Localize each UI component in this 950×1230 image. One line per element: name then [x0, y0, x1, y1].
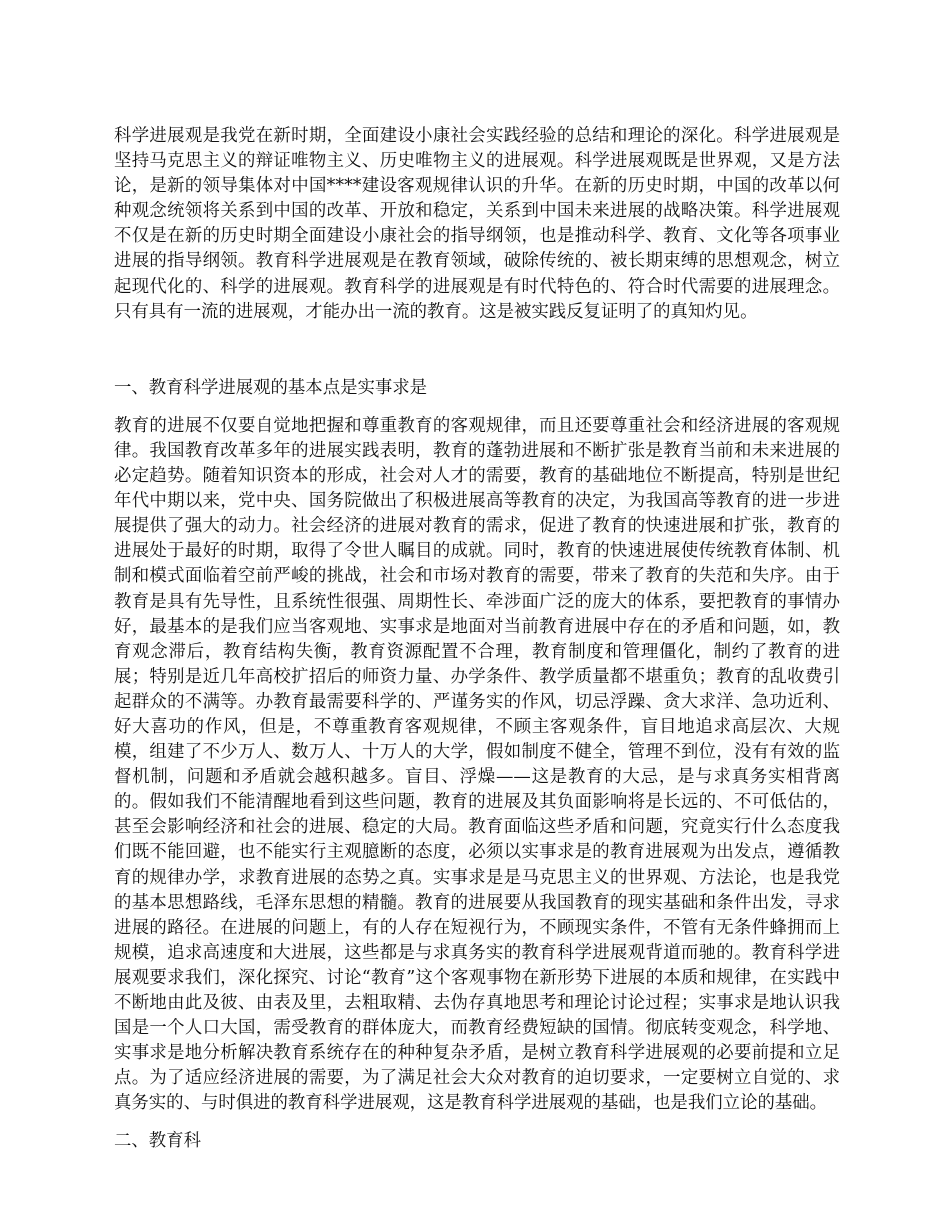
section-1-body: 教育的进展不仅要自觉地把握和尊重教育的客观规律，而且还要尊重社会和经济进展的客观规律。我国教育改革多年的进展实践表明，教育的蓬勃进展和不断扩张是教育当前和未来进展的必定趋势。随着知识资本的形成，社会对人才的需要，教育的基础地位不断提高，特别是世纪年代中期以来，党中央、国务院做出了积极进展高等教育的决定，为我国高等教育的进一步进展提供了强大的动力。社会经济的进展对教育的需求，促进了教育的快速进展和扩张，教育的进展处于最好的时期，取得了令世人瞩目的成就。同时，教育的快速进展使传统教育体制、机制和模式面临着空前严峻的挑战，社会和市场对教育的需要，带来了教育的失范和失序。由于教育是具有先导性，且系统性很强、周期性长、牵涉面广泛的庞大的体系，要把教育的事情办好，最基本的是我们应当客观地、实事求是地面对当前教育进展中存在的矛盾和问题，如，教育观念滞后，教育结构失衡，教育资源配置不合理，教育制度和管理僵化，制约了教育的进展；特别是近几年高校扩招后的师资力量、办学条件、教学质量都不堪重负；教育的乱收费引起群众的不满等。办教育最需要科学的、严谨务实的作风，切忌浮躁、贪大求洋、急功近利、好大喜功的作风，但是，不尊重教育客观规律，不顾主客观条件，盲目地追求高层次、大规模，组建了不少万人、数万人、十万人的大学，假如制度不健全，管理不到位，没有有效的监督机制，问题和矛盾就会越积越多。盲目、浮燥——这是教育的大忌，是与求真务实相背离的。假如我们不能清醒地看到这些问题，教育的进展及其负面影响将是长远的、不可低估的，甚至会影响经济和社会的进展、稳定的大局。教育面临这些矛盾和问题，究竟实行什么态度我们既不能回避，也不能实行主观臆断的态度，必须以实事求是的教育进展观为出发点，遵循教育的规律办学，求教育进展的态势之真。实事求是是马克思主义的世界观、方法论，也是我党的基本思想路线，毛泽东思想的精髓。教育的进展要从我国教育的现实基础和条件出发，寻求进展的路径。在进展的问题上，有的人存在短视行为，不顾现实条件，不管有无条件蜂拥而上规模，追求高速度和大进展，这些都是与求真务实的教育科学进展观背道而驰的。教育科学进展观要求我们，深化探究、讨论“教育”这个客观事物在新形势下进展的本质和规律，在实践中不断地由此及彼、由表及里，去粗取精、去伪存真地思考和理论讨论过程；实事求是地认识我国是一个人口大国，需受教育的群体庞大，而教育经费短缺的国情。彻底转变观念，科学地、实事求是地分析解决教育系统存在的种种复杂矛盾，是树立教育科学进展观的必要前提和立足点。为了适应经济进展的需要，为了满足社会大众对教育的迫切要求，一定要树立自觉的、求真务实的、与时俱进的教育科学进展观，这是教育科学进展观的基础，也是我们立论的基础。: [114, 415, 840, 1114]
paragraph-spacer: [114, 401, 840, 414]
section-1-heading: 一、教育科学进展观的基本点是实事求是: [114, 377, 428, 398]
section-2-heading: 二、教育科: [114, 1131, 201, 1152]
paragraph-spacer: [114, 325, 840, 376]
intro-paragraph: 科学进展观是我党在新时期，全面建设小康社会实践经验的总结和理论的深化。科学进展观是坚持马克思主义的辩证唯物主义、历史唯物主义的进展观。科学进展观既是世界观，又是方法论，是新的领导集体对中国****建设客观规律认识的升华。在新的历史时期，中国的改革以何种观念统领将关系到中国的改革、开放和稳定，关系到中国未来进展的战略决策。科学进展观不仅是在新的历史时期全面建设小康社会的指导纲领，也是推动科学、教育、文化等各项事业进展的指导纲领。教育科学进展观是在教育领域，破除传统的、被长期束缚的思想观念，树立起现代化的、科学的进展观。教育科学的进展观是有时代特色的、符合时代需要的进展理念。只有具有一流的进展观，才能办出一流的教育。这是被实践反复证明了的真知灼见。: [114, 126, 840, 322]
document-page: [114, 124, 840, 1155]
paragraph-spacer: [114, 1116, 840, 1129]
